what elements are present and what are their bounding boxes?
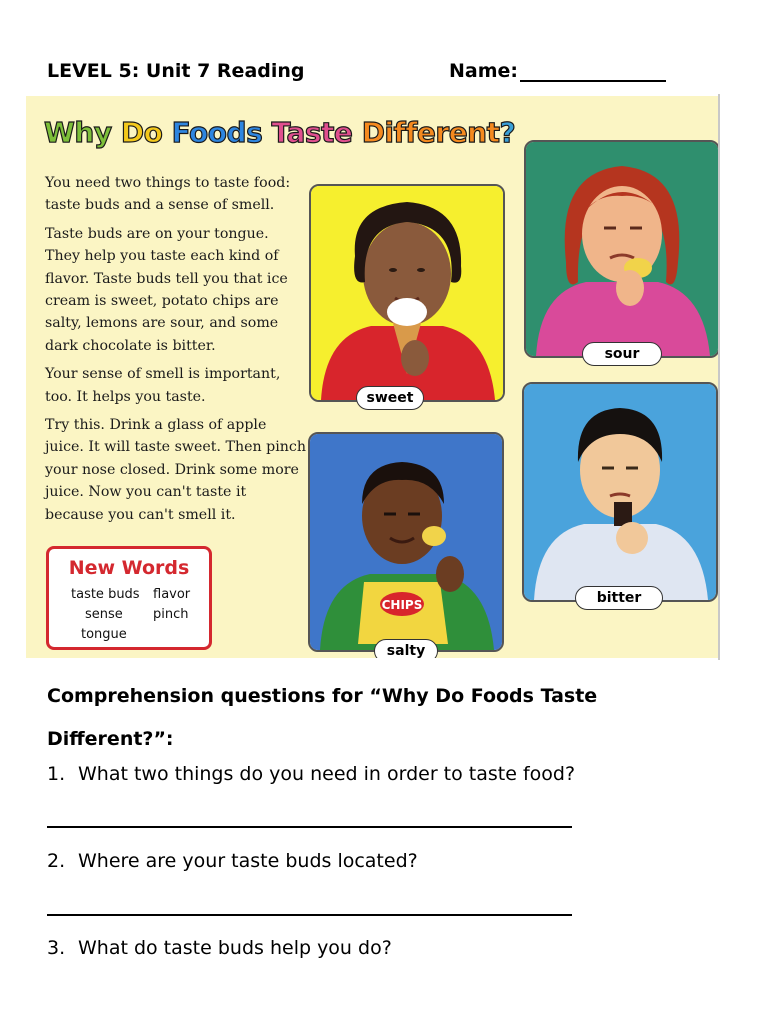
new-words-box: [46, 546, 212, 650]
name-blank-line: [520, 60, 666, 82]
bitter-photo: [522, 382, 718, 602]
page-edge-divider: [718, 94, 720, 660]
sour-label: sour: [582, 342, 662, 366]
new-words-title: New Words: [68, 557, 190, 579]
new-word: pinch: [153, 607, 189, 622]
new-word: tongue: [81, 627, 127, 642]
salty-photo: [308, 432, 504, 652]
chip-bag-label: CHIPS: [381, 598, 423, 612]
question-text: Where are your taste buds located?: [78, 850, 418, 872]
sweet-label: sweet: [356, 386, 424, 410]
new-word: sense: [85, 607, 123, 622]
title-word: Why: [44, 116, 112, 149]
answer-line[interactable]: [47, 826, 572, 828]
question-item: [47, 763, 575, 785]
title-word: Foods: [171, 116, 263, 149]
question-number: 3.: [47, 937, 66, 959]
questions-heading: Comprehension questions for “Why Do Foods Taste Different?”:: [47, 685, 598, 750]
bitter-label: bitter: [575, 586, 663, 610]
story-title: [44, 116, 515, 149]
story-paragraph: Your sense of smell is important, too. It helps you taste.: [45, 366, 281, 405]
reading-passage-image: [26, 96, 720, 658]
salty-label: salty: [374, 639, 438, 658]
story-paragraph: Taste buds are on your tongue. They help you taste each kind of flavor. Taste buds tell you that ice cream is sweet, potato chips are salty, lemons are sour, and some dark chocolate is bitter.: [45, 225, 288, 354]
story-paragraph: You need two things to taste food: taste buds and a sense of smell.: [45, 175, 291, 214]
sweet-photo: [309, 184, 505, 402]
new-word: taste buds: [71, 587, 140, 602]
question-number: 2.: [47, 850, 66, 872]
question-item: [47, 850, 418, 872]
title-word: Taste: [271, 116, 353, 149]
answer-line[interactable]: [47, 914, 572, 916]
question-text: What do taste buds help you do?: [78, 937, 392, 959]
title-word: Do: [120, 116, 163, 149]
name-field: [449, 60, 666, 82]
question-number: 1.: [47, 763, 66, 785]
question-text: What two things do you need in order to taste food?: [78, 763, 576, 785]
sour-photo: [524, 140, 720, 358]
story-paragraph: Try this. Drink a glass of apple juice. It will taste sweet. Then pinch your nose closed. Drink some more juice. Now you can't taste it because you can't smell it.: [45, 417, 306, 523]
question-item: [47, 937, 392, 959]
worksheet-level-title: LEVEL 5: Unit 7 Reading: [47, 60, 305, 82]
new-word: flavor: [153, 587, 191, 602]
title-word: Different: [361, 116, 500, 149]
story-body: [45, 172, 307, 532]
title-question-mark: ?: [499, 116, 516, 149]
name-label: Name:: [449, 60, 519, 82]
